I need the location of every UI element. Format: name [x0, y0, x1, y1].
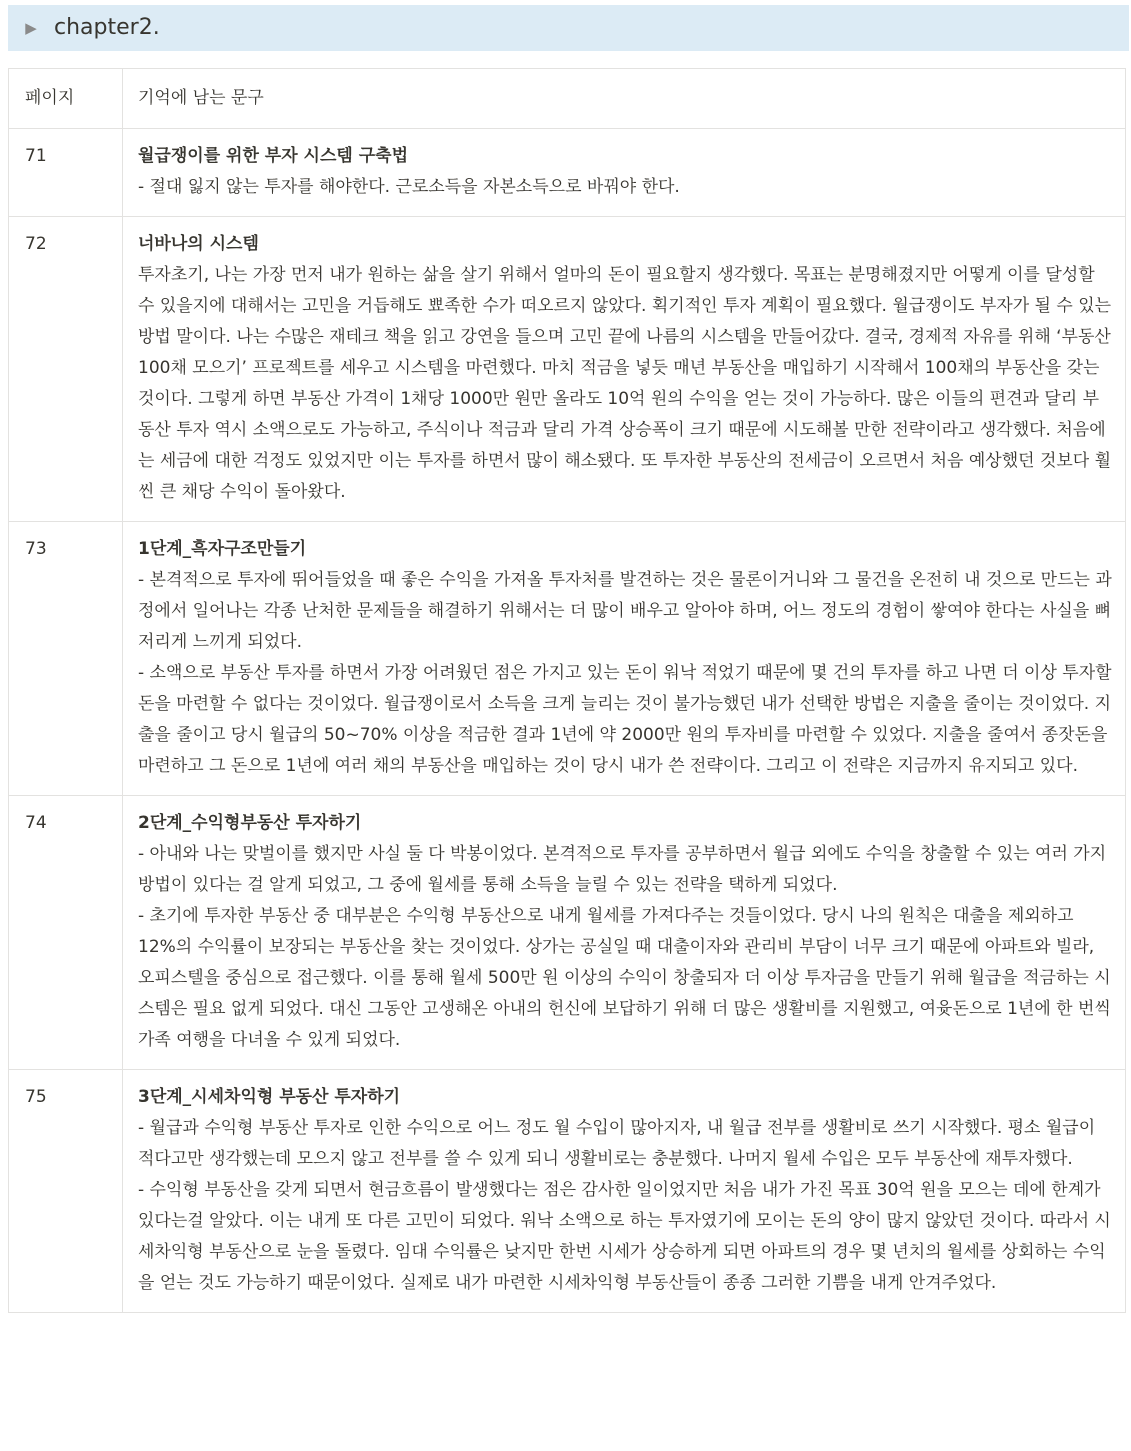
entry-title: 3단계_시세차익형 부동산 투자하기	[138, 1087, 401, 1107]
page-number-cell[interactable]: 75	[9, 1070, 123, 1313]
quote-cell[interactable]	[123, 1070, 1126, 1313]
entry-title: 1단계_흑자구조만들기	[138, 539, 307, 559]
page-number-cell[interactable]: 71	[9, 129, 123, 217]
entry-title: 2단계_수익형부동산 투자하기	[138, 813, 362, 833]
header-page: 페이지	[9, 69, 123, 129]
quotes-table	[8, 68, 1126, 1313]
table-row	[9, 217, 1126, 522]
table-row	[9, 129, 1126, 217]
entry-paragraph: - 본격적으로 투자에 뛰어들었을 때 좋은 수익을 가져올 투자처를 발견하는 것은 물론이거니와 그 물건을 온전히 내 것으로 만드는 과정에서 일어나는 각종 난처한 문제들을 해결하기 위해서는 더 많이 배우고 알아야 하며, 어느 정도의 경험이 쌓여야 한다는 사실을 뼈저리게 느끼게 되었다.	[138, 570, 1112, 652]
page-number-cell[interactable]: 73	[9, 522, 123, 796]
entry-paragraph: - 월급과 수익형 부동산 투자로 인한 수익으로 어느 정도 월 수입이 많아지자, 내 월급 전부를 생활비로 쓰기 시작했다. 평소 월급이 적다고만 생각했는데 모으지 않고 전부를 쓸 수 있게 되니 생활비로는 충분했다. 나머지 월세 수입은 모두 부동산에 재투자했다.	[138, 1118, 1096, 1169]
entry-paragraph: - 초기에 투자한 부동산 중 대부분은 수익형 부동산으로 내게 월세를 가져다주는 것들이었다. 당시 나의 원칙은 대출을 제외하고 12%의 수익률이 보장되는 부동산을 찾는 것이었다. 상가는 공실일 때 대출이자와 관리비 부담이 너무 크기 때문에 아파트와 빌라, 오피스텔을 중심으로 접근했다. 이를 통해 월세 500만 원 이상의 수익이 창출되자 더 이상 투자금을 만들기 위해 월급을 적금하는 시스템은 필요 없게 되었다. 대신 그동안 고생해온 아내의 헌신에 보답하기 위해 더 많은 생활비를 지원했고, 여윳돈으로 1년에 한 번씩 가족 여행을 다녀올 수 있게 되었다.	[138, 906, 1111, 1050]
entry-paragraph: - 아내와 나는 맞벌이를 했지만 사실 둘 다 박봉이었다. 본격적으로 투자를 공부하면서 월급 외에도 수익을 창출할 수 있는 여러 가지 방법이 있다는 걸 알게 되었고, 그 중에 월세를 통해 소득을 늘릴 수 있는 전략을 택하게 되었다.	[138, 844, 1107, 895]
table-row	[9, 1070, 1126, 1313]
table-row	[9, 522, 1126, 796]
entry-paragraph: - 절대 잃지 않는 투자를 해야한다. 근로소득을 자본소득으로 바꿔야 한다.	[138, 177, 680, 197]
entry-title: 너바나의 시스템	[138, 234, 259, 254]
entry-title: 월급쟁이를 위한 부자 시스템 구축법	[138, 146, 409, 166]
toggle-arrow-icon[interactable]: ▶	[25, 19, 37, 37]
entry-paragraph: 투자초기, 나는 가장 먼저 내가 원하는 삶을 살기 위해서 얼마의 돈이 필요할지 생각했다. 목표는 분명해졌지만 어떻게 이를 달성할 수 있을지에 대해서는 고민을 거듭해도 뾰족한 수가 떠오르지 않았다. 획기적인 투자 계획이 필요했다. 월급쟁이도 부자가 될 수 있는 방법 말이다. 나는 수많은 재테크 책을 읽고 강연을 들으며 고민 끝에 나름의 시스템을 만들어갔다. 결국, 경제적 자유를 위해 ‘부동산 100채 모으기’ 프로젝트를 세우고 시스템을 마련했다. 마치 적금을 넣듯 매년 부동산을 매입하기 시작해서 100채의 부동산을 갖는 것이다. 그렇게 하면 부동산 가격이 1채당 1000만 원만 올라도 10억 원의 수익을 얻는 것이 가능하다. 많은 이들의 편견과 달리 부동산 투자 역시 소액으로도 가능하고, 주식이나 적금과 달리 가격 상승폭이 크기 때문에 시도해볼 만한 전략이라고 생각했다. 처음에는 세금에 대한 걱정도 있었지만 이는 투자를 하면서 많이 해소됐다. 또 투자한 부동산의 전세금이 오르면서 처음 예상했던 것보다 훨씬 큰 채당 수익이 돌아왔다.	[138, 265, 1112, 502]
entry-paragraph: - 소액으로 부동산 투자를 하면서 가장 어려웠던 점은 가지고 있는 돈이 워낙 적었기 때문에 몇 건의 투자를 하고 나면 더 이상 투자할 돈을 마련할 수 없다는 것이었다. 월급쟁이로서 소득을 크게 늘리는 것이 불가능했던 내가 선택한 방법은 지출을 줄이는 것이었다. 지출을 줄이고 당시 월급의 50~70% 이상을 적금한 결과 1년에 약 2000만 원의 투자비를 마련할 수 있었다. 지출을 줄여서 종잣돈을 마련하고 그 돈으로 1년에 여러 채의 부동산을 매입하는 것이 당시 내가 쓴 전략이다. 그리고 이 전략은 지금까지 유지되고 있다.	[138, 663, 1112, 776]
chapter-title: chapter2.	[54, 15, 160, 40]
page-number-cell[interactable]: 72	[9, 217, 123, 522]
quote-cell[interactable]	[123, 129, 1126, 217]
chapter-toggle[interactable]	[8, 5, 1129, 51]
page-number-cell[interactable]: 74	[9, 796, 123, 1070]
quote-cell[interactable]	[123, 217, 1126, 522]
quote-cell[interactable]	[123, 522, 1126, 796]
table-row	[9, 796, 1126, 1070]
quote-cell[interactable]	[123, 796, 1126, 1070]
table-header-row	[9, 69, 1126, 129]
entry-paragraph: - 수익형 부동산을 갖게 되면서 현금흐름이 발생했다는 점은 감사한 일이었지만 처음 내가 가진 목표 30억 원을 모으는 데에 한계가 있다는걸 알았다. 이는 내게 또 다른 고민이 되었다. 워낙 소액으로 하는 투자였기에 모이는 돈의 양이 많지 않았던 것이다. 따라서 시세차익형 부동산으로 눈을 돌렸다. 임대 수익률은 낮지만 한번 시세가 상승하게 되면 아파트의 경우 몇 년치의 월세를 상회하는 수익을 얻는 것도 가능하기 때문이었다. 실제로 내가 마련한 시세차익형 부동산들이 종종 그러한 기쁨을 내게 안겨주었다.	[138, 1180, 1111, 1293]
header-quote: 기억에 남는 문구	[123, 69, 1126, 129]
